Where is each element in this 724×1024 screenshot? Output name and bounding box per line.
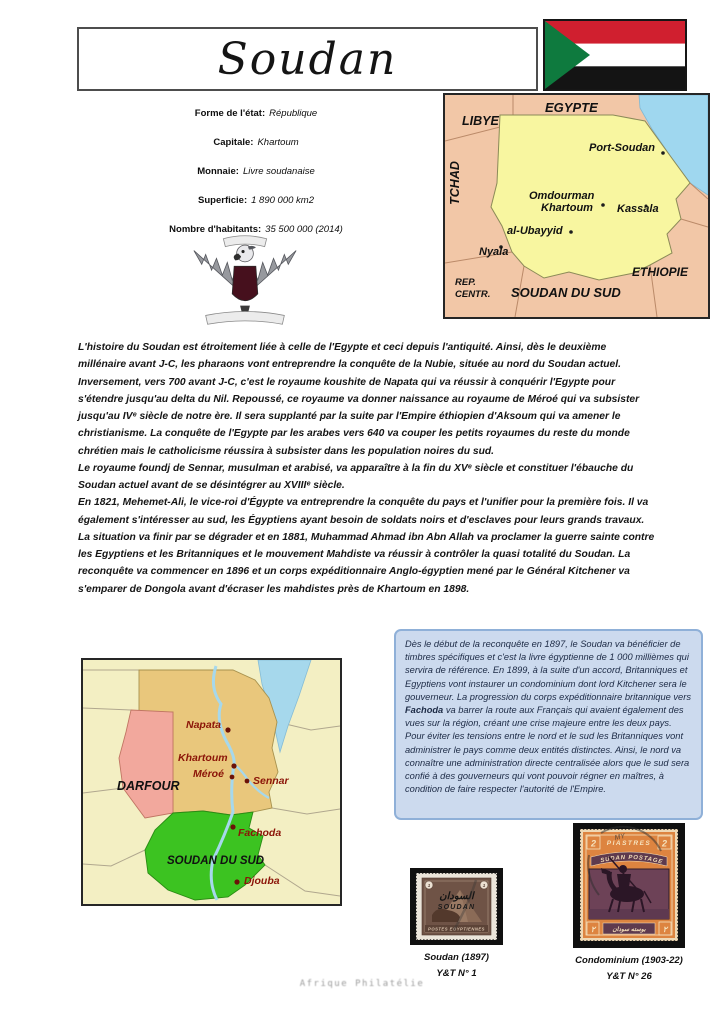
fact-label: Capitale: (213, 137, 254, 148)
svg-text:MY: MY (613, 832, 626, 842)
label-tchad: TCHAD (448, 161, 462, 205)
coat-of-arms (186, 232, 304, 332)
label-ethiopie: ETHIOPIE (632, 265, 689, 279)
stamp1-bottom-text: POSTES EGYPTIENNES (428, 926, 485, 932)
svg-text:SOUDAN: SOUDAN (437, 904, 476, 911)
fact-row-forme (80, 99, 432, 128)
city-al-ubayyid: al-Ubayyid (507, 225, 563, 237)
city-port-soudan: Port-Soudan (589, 142, 655, 154)
fact-value: Livre soudanaise (242, 166, 315, 177)
svg-text:1: 1 (427, 883, 431, 888)
stamp1-caption-line2: Y&T N° 1 (436, 968, 477, 979)
note-text-1: Dès le début de la reconquête en 1897, le Soudan va bénéficier de timbres spécifiques et c'est la livre égyptienne de 1 000 millièmes qui servira de référence. En 1899, à la suite d'un accord, Britanniques et Egyptiens vont instaurer un condominium dont lord Kitchener sera le gouverneur. La progression du corps expéditionnaire britannique vers (405, 639, 691, 702)
history-paragraph-2: Le royaume foundj de Sennar, musulman et arabisé, va apparaître à la fin du XVᵉ siècle et constituer l'ébauche du Soudan actuel avant de se désintégrer au XVIIIᵉ siècle. (78, 462, 634, 491)
stamp1-caption (424, 950, 489, 982)
emblem-scroll-bottom (206, 312, 285, 325)
note-highlight-fachoda: Fachoda (405, 705, 444, 716)
history-text (78, 339, 655, 598)
stamp-soudan-1897 (410, 868, 503, 982)
city-khartoum: Khartoum (541, 202, 593, 214)
city-sennar: Sennar (253, 775, 289, 787)
map-sudan-historical (81, 658, 342, 906)
svg-text:السودان: السودان (439, 891, 474, 902)
svg-text:1: 1 (482, 883, 486, 888)
svg-text:2: 2 (590, 838, 597, 849)
title-box (77, 27, 538, 91)
fact-label: Monnaie: (197, 166, 239, 177)
city-khartoum-south: Khartoum (178, 752, 228, 764)
fact-value: 1 890 000 km2 (251, 195, 314, 206)
label-darfour: DARFOUR (117, 779, 180, 793)
fact-label: Nombre d'habitants: (169, 224, 262, 235)
stamp2-piastres: PIASTRES (606, 840, 652, 847)
sudan-flag (543, 19, 687, 91)
map-sudan-overview (443, 93, 710, 319)
fact-row-capitale (80, 128, 432, 157)
label-soudan-du-sud: SOUDAN DU SUD (511, 285, 621, 300)
fact-row-superficie (80, 186, 432, 215)
stamp2-caption-line2: Y&T N° 26 (606, 971, 652, 982)
note-text-2: va barrer la route aux Français qui avaient également des vues sur la région, créant une crise majeure entre les deux pays. Pour éviter les tensions entre le nord et le sud les Britanniques vont administrer le pays comme deux entités distinctes. Ainsi, le nord va connaître une administration directe centralisée alors que le sud sera confié à des gouverneurs qui vont pouvoir régner en maîtres, à condition de faire respecter l'autorité de l'Empire. (405, 705, 690, 795)
city-meroe: Méroé (193, 768, 224, 780)
label-soudan-du-sud-south: SOUDAN DU SUD (167, 855, 265, 867)
label-rep: REP. (455, 277, 476, 288)
fact-value: 35 500 000 (2014) (265, 224, 343, 235)
label-centr: CENTR. (455, 289, 491, 300)
city-djouba: Djouba (244, 875, 280, 887)
svg-text:2: 2 (661, 838, 668, 849)
stamp-condominium (573, 823, 685, 985)
city-fachoda: Fachoda (238, 827, 282, 839)
fact-label: Superficie: (198, 195, 248, 206)
stamp2-banner-text: SUDAN POSTAGE (599, 854, 664, 866)
emblem-shield (232, 266, 258, 317)
label-libye: LIBYE (462, 114, 499, 128)
fact-label: Forme de l'état: (194, 108, 266, 119)
stamp1-caption-line1: Soudan (1897) (424, 952, 489, 963)
page-title: Soudan (217, 33, 398, 85)
city-napata: Napata (186, 719, 222, 731)
city-nyala: Nyala (479, 246, 509, 258)
city-kassala: Kassala (617, 203, 659, 215)
facts-list (80, 99, 432, 244)
label-egypte: EGYPTE (545, 100, 598, 115)
fact-value: République (269, 108, 318, 119)
emblem-bird-head (234, 245, 256, 262)
stamp2-arabic-cartouche: بوسته سودان (612, 927, 646, 933)
fact-value: Khartoum (257, 137, 299, 148)
history-paragraph-1: L'histoire du Soudan est étroitement liée à celle de l'Egypte et ceci depuis l'antiquité. Ainsi, dès le deuxième millénaire avant J-C, les pharaons vont entreprendre la conquête de la Nubie, située au nord du Soudan actuel. Inversement, vers 700 avant J-C, c'est le royaume koushite de Napata qui va réussir à conquérir l'Egypte pour s'étendre jusqu'au delta du Nil. Repoussé, ce royaume va donner naissance au royaume de Méroé qui va subsister jusqu'au IVᵉ siècle de notre ère. Il sera supplanté par la suite par l'Empire éthiopien d'Aksoum qui va amener le christianisme. La conquête de l'Egypte par les arabes vers 640 va couper les petits royaumes du reste du monde chrétien mais le catholicisme réussira à subsister dans les population noires du sud. (78, 342, 640, 457)
svg-text:٢: ٢ (662, 925, 668, 934)
city-omdourman: Omdourman (529, 190, 595, 202)
philately-note (394, 629, 703, 820)
stamp2-image (573, 823, 685, 948)
svg-text:٢: ٢ (590, 925, 596, 934)
footer-text: Afrique Philatélie (299, 979, 425, 989)
stamp1-image (410, 868, 503, 945)
history-paragraph-3: En 1821, Mehemet-Ali, le vice-roi d'Égypte va entreprendre la conquête du pays et l'unifier pour la première fois. Il va également s'intéresser au sud, les Égyptiens ayant besoin de soldats noirs et d'esclaves pour leurs grands travaux. La situation va finir par se dégrader et en 1881, Muhammad Ahmad ibn Abn Allah va proclamer la guerre sainte contre les Egyptiens et les Britanniques et le mouvement Mahdiste va réussir à contrôler la quasi totalité du Soudan. La reconquête va commencer en 1896 et un corps expéditionnaire Anglo-égyptien mené par le Général Kitchener va s'emparer de Dongola avant d'écraser les mahdistes près de Khartoum en 1898. (78, 497, 655, 595)
stamp2-caption-line1: Condominium (1903-22) (575, 955, 683, 966)
fact-row-monnaie (80, 157, 432, 186)
